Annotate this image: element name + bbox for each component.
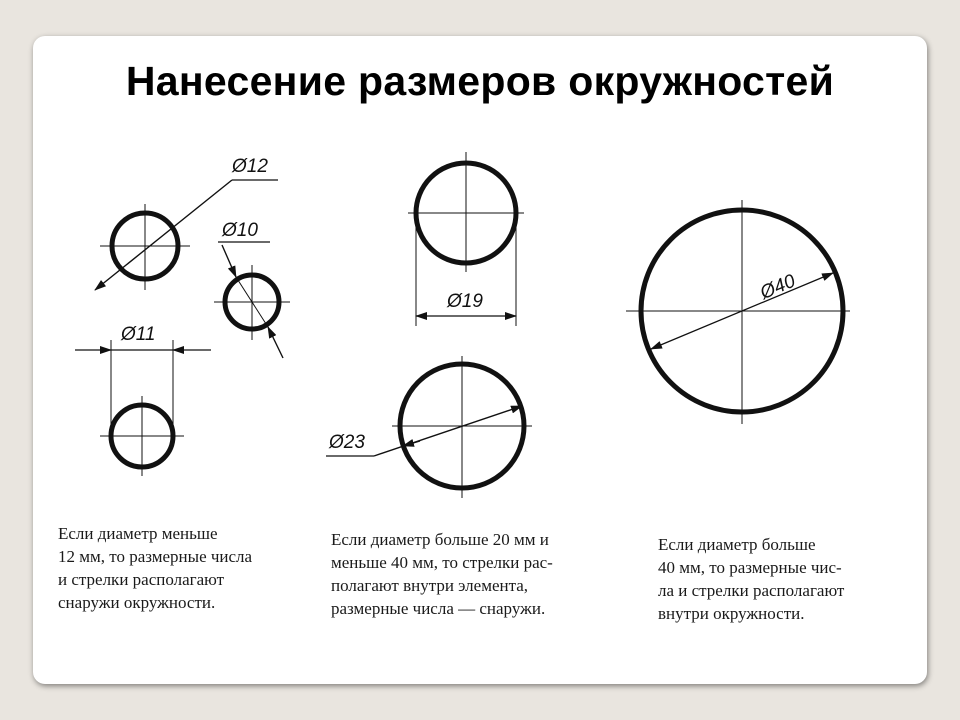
leader-d23-arrow-in (403, 441, 420, 446)
caption-line: Если диаметр больше (658, 535, 816, 554)
caption-line: Если диаметр меньше (58, 524, 218, 543)
circle-d23-group (326, 356, 532, 498)
circle-d10-group (214, 242, 290, 358)
circle-d11-group (75, 340, 211, 476)
circle-d40-group (626, 200, 850, 424)
dim-label-d12: Ø12 (232, 156, 268, 177)
caption-line: Если диаметр больше 20 мм и (331, 530, 549, 549)
caption-line: снаружи окружности. (58, 593, 216, 612)
leader-d10-bottom (268, 327, 283, 358)
dim-label-d23: Ø23 (329, 432, 365, 453)
caption-large-diameter (658, 533, 844, 625)
caption-line: полагают внутри элемента, (331, 576, 529, 595)
caption-line: размерные числа — снаружи. (331, 599, 546, 618)
caption-line: 40 мм, то размерные чис- (658, 558, 842, 577)
caption-medium-diameter (331, 528, 553, 620)
dim-label-d11: Ø11 (121, 324, 156, 345)
caption-line: внутри окружности. (658, 604, 805, 623)
dim-label-d10: Ø10 (222, 220, 258, 241)
dim-label-d19: Ø19 (447, 291, 483, 312)
caption-line: и стрелки располагают (58, 570, 225, 589)
slide-title: Нанесение размеров окружностей (125, 58, 835, 104)
caption-line: ла и стрелки располагают (658, 581, 845, 600)
caption-line: меньше 40 мм, то стрелки рас- (331, 553, 553, 572)
leader-d23 (374, 406, 522, 456)
caption-line: 12 мм, то размерные числа (58, 547, 253, 566)
dim-label-d40: Ø40 (757, 270, 799, 304)
leader-d10-top (222, 245, 236, 277)
caption-small-diameter (58, 522, 252, 614)
